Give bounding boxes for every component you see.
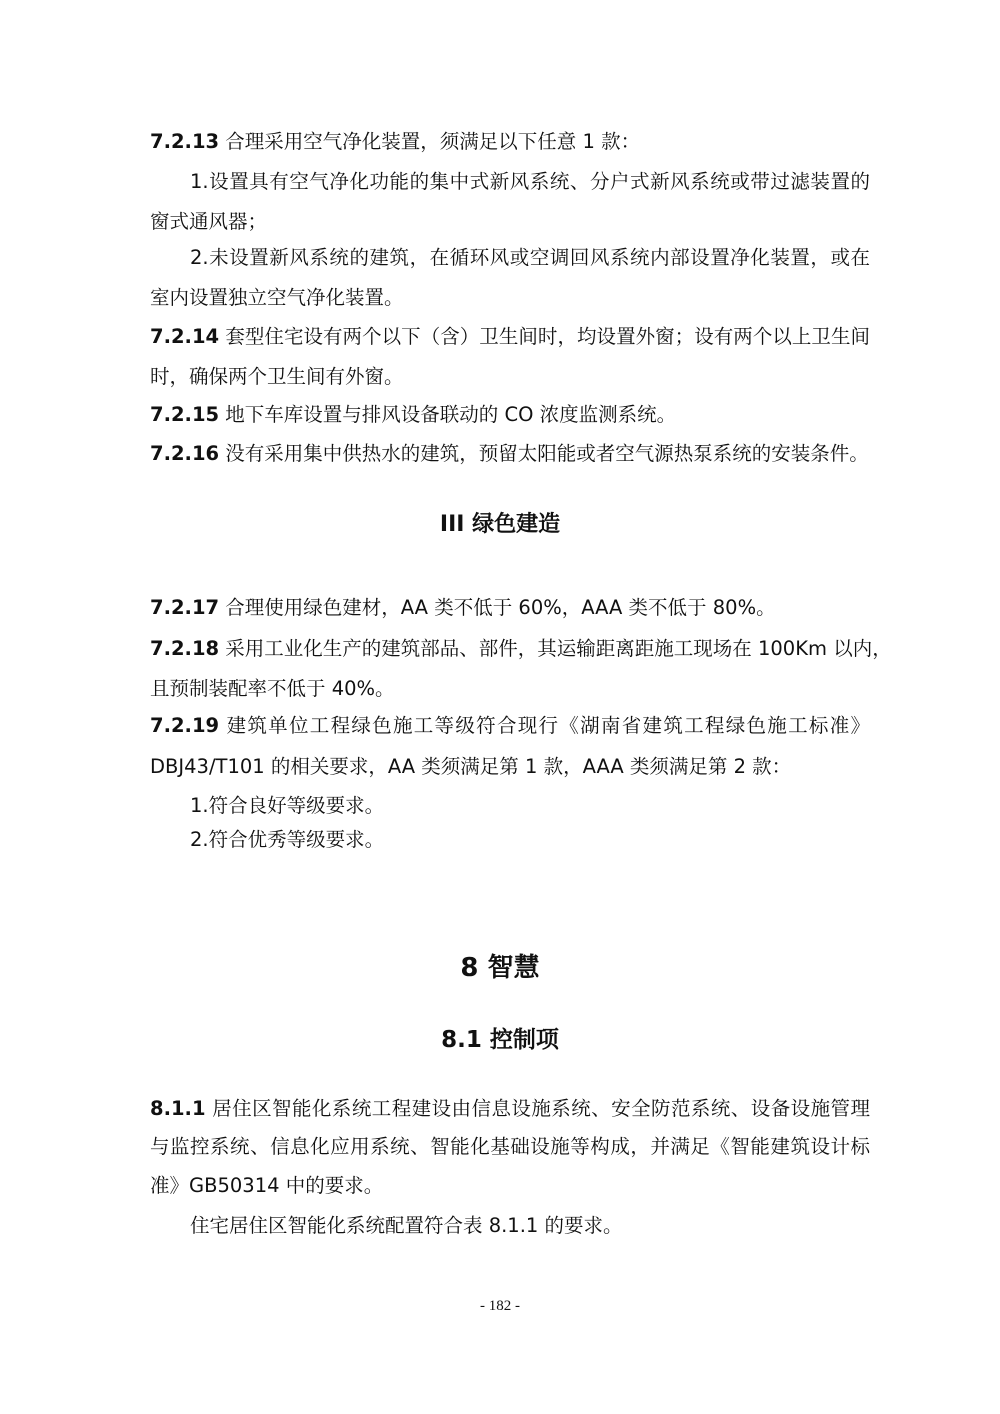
clause-number: 7.2.14 [150, 325, 220, 348]
chapter-heading-8: 8 智慧 [460, 953, 540, 983]
clause-number: 7.2.18 [150, 637, 220, 660]
clause-number: 7.2.17 [150, 596, 220, 619]
clause-7-2-14-line-1 [150, 324, 870, 350]
clause-text: 没有采用集中供热水的建筑，预留太阳能或者空气源热泵系统的安装条件。 [225, 442, 869, 465]
clause-7-2-15-line-1 [150, 402, 870, 428]
clause-text: 地下车库设置与排风设备联动的 CO 浓度监测系统。 [225, 403, 677, 426]
section-heading-8-1: 8.1 控制项 [441, 1027, 559, 1053]
clause-8-1-1-paragraph-2: 住宅居住区智能化系统配置符合表 8.1.1 的要求。 [190, 1214, 623, 1237]
clause-7-2-13-line-1 [150, 129, 870, 155]
clause-7-2-19-line-1 [150, 713, 870, 739]
clause-8-1-1-line-3: 准》GB50314 中的要求。 [150, 1174, 384, 1197]
clause-text: 建筑单位工程绿色施工等级符合现行《湖南省建筑工程绿色施工标准》 [226, 714, 870, 737]
clause-7-2-19-item-2: 2.符合优秀等级要求。 [190, 828, 385, 851]
clause-text: 套型住宅设有两个以下（含）卫生间时，均设置外窗；设有两个以上卫生间 [225, 325, 870, 348]
clause-7-2-13-item-2-line-1: 2.未设置新风系统的建筑，在循环风或空调回风系统内部设置净化装置，或在 [190, 246, 870, 269]
clause-7-2-19-line-2: DBJ43/T101 的相关要求，AA 类须满足第 1 款，AAA 类须满足第 2 款： [150, 755, 792, 778]
clause-7-2-17-line-1 [150, 595, 870, 621]
clause-7-2-13-item-1-line-2: 窗式通风器； [150, 210, 268, 233]
clause-7-2-19-item-1: 1.符合良好等级要求。 [190, 794, 385, 817]
clause-text: 居住区智能化系统工程建设由信息设施系统、安全防范系统、设备设施管理 [212, 1097, 870, 1120]
clause-text: 合理使用绿色建材，AA 类不低于 60%，AAA 类不低于 80%。 [225, 596, 776, 619]
clause-7-2-18-line-1 [150, 636, 892, 662]
clause-8-1-1-line-2: 与监控系统、信息化应用系统、智能化基础设施等构成，并满足《智能建筑设计标 [150, 1135, 870, 1158]
page-number: - 182 - [480, 1298, 520, 1314]
clause-7-2-18-line-2: 且预制装配率不低于 40%。 [150, 677, 395, 700]
clause-number: 7.2.13 [150, 130, 220, 153]
clause-7-2-13-item-2-line-2: 室内设置独立空气净化装置。 [150, 286, 404, 309]
clause-7-2-16-line-1 [150, 441, 870, 467]
clause-number: 7.2.15 [150, 403, 220, 426]
clause-text: 采用工业化生产的建筑部品、部件，其运输距离距施工现场在 100Km 以内， [225, 637, 892, 660]
clause-number: 7.2.19 [150, 714, 220, 737]
clause-7-2-14-line-2: 时，确保两个卫生间有外窗。 [150, 365, 404, 388]
clause-number: 8.1.1 [150, 1097, 206, 1120]
clause-number: 7.2.16 [150, 442, 220, 465]
clause-8-1-1-line-1 [150, 1096, 870, 1122]
clause-text: 合理采用空气净化装置，须满足以下任意 1 款： [225, 130, 641, 153]
clause-7-2-13-item-1-line-1: 1.设置具有空气净化功能的集中式新风系统、分户式新风系统或带过滤装置的 [190, 170, 870, 193]
section-heading-iii: III 绿色建造 [439, 512, 561, 537]
